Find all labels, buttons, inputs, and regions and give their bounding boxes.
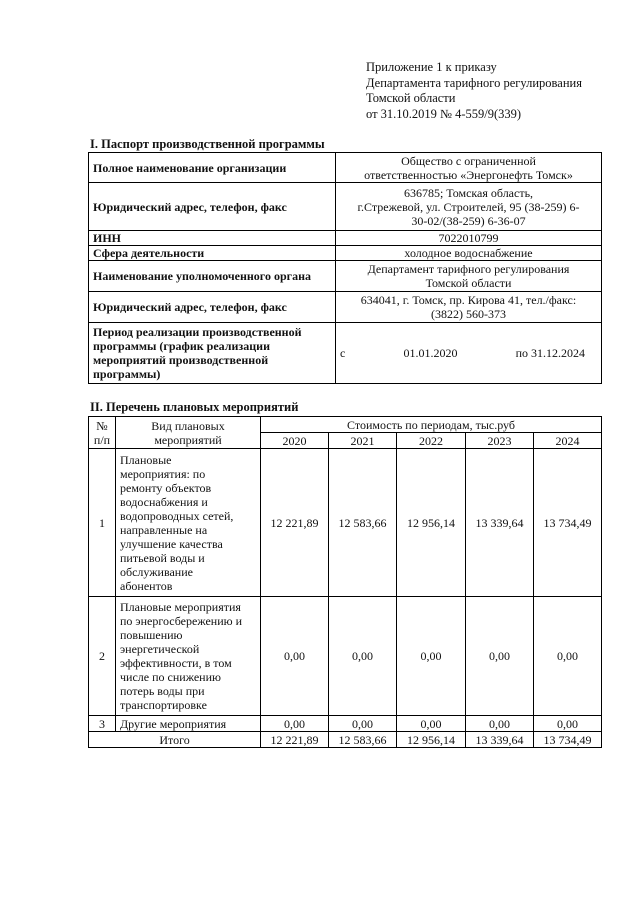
- row-value: 12 221,89: [261, 449, 329, 597]
- plan-title: II. Перечень плановых мероприятий: [90, 400, 299, 414]
- passport-row: [89, 261, 602, 292]
- header-cost: Стоимость по периодам, тыс.руб: [261, 417, 602, 433]
- appendix-line: Томской области: [366, 91, 456, 105]
- passport-row: [89, 153, 602, 183]
- passport-row: [89, 292, 602, 323]
- row-name: Другие мероприятия: [116, 716, 261, 732]
- appendix-header: [366, 60, 582, 122]
- passport-row: [89, 323, 602, 384]
- header-year: 2020: [261, 433, 329, 449]
- row-name: Плановые мероприятия: по ремонту объектов водоснабжения и водопроводных сетей, направленные на улучшение качества питьевой воды и обслуживание абонентов: [116, 449, 261, 597]
- plan-table: [88, 416, 602, 748]
- row-value: 0,00: [466, 716, 534, 732]
- row-value: 0,00: [329, 597, 397, 716]
- passport-label: ИНН: [89, 231, 336, 246]
- row-value: 0,00: [397, 716, 466, 732]
- passport-value: Департамент тарифного регулирования Томской области: [336, 261, 602, 292]
- passport-value: 634041, г. Томск, пр. Кирова 41, тел./факс: (3822) 560-373: [336, 292, 602, 323]
- appendix-line: Приложение 1 к приказу: [366, 60, 497, 74]
- header-year: 2022: [397, 433, 466, 449]
- row-value: 0,00: [534, 716, 602, 732]
- header-num: № п/п: [89, 417, 116, 449]
- passport-label: Юридический адрес, телефон, факс: [89, 183, 336, 231]
- appendix-line: от 31.10.2019 № 4-559/9(339): [366, 106, 522, 121]
- passport-label: Наименование уполномоченного органа: [89, 261, 336, 292]
- row-value: 0,00: [466, 597, 534, 716]
- row-value: 0,00: [261, 597, 329, 716]
- period-start: 01.01.2020: [403, 346, 458, 360]
- passport-label: Сфера деятельности: [89, 246, 336, 261]
- passport-row: [89, 246, 602, 261]
- passport-label: Полное наименование организации: [89, 153, 336, 183]
- passport-value: 636785; Томская область, г.Стрежевой, ул. Строителей, 95 (38-259) 6- 30-02/(38-259) 6-36-07: [336, 183, 602, 231]
- row-value: 0,00: [329, 716, 397, 732]
- total-value: 12 956,14: [397, 732, 466, 748]
- passport-row: [89, 183, 602, 231]
- header-kind: Вид плановых мероприятий: [116, 417, 261, 449]
- total-value: 13 734,49: [534, 732, 602, 748]
- row-value: 0,00: [261, 716, 329, 732]
- row-name: Плановые мероприятия по энергосбережению и повышению энергетической эффективности, в том числе по снижению потерь воды при транспортировке: [116, 597, 261, 716]
- plan-header-row: [89, 417, 602, 433]
- row-value: 0,00: [534, 597, 602, 716]
- row-value: 0,00: [397, 597, 466, 716]
- passport-label: Юридический адрес, телефон, факс: [89, 292, 336, 323]
- period-prefix: с: [340, 346, 346, 360]
- header-year: 2023: [466, 433, 534, 449]
- row-value: 13 339,64: [466, 449, 534, 597]
- header-year: 2024: [534, 433, 602, 449]
- plan-row: [89, 597, 602, 716]
- period-end: по 31.12.2024: [515, 346, 585, 360]
- appendix-line: Департамента тарифного регулирования: [366, 75, 582, 90]
- row-num: 3: [89, 716, 116, 732]
- plan-row: [89, 716, 602, 732]
- total-label: Итого: [89, 732, 261, 748]
- period-cell: [336, 323, 602, 384]
- passport-row: [89, 231, 602, 246]
- passport-value: Общество с ограниченной ответственностью «Энергонефть Томск»: [336, 153, 602, 183]
- total-value: 12 583,66: [329, 732, 397, 748]
- row-value: 12 583,66: [329, 449, 397, 597]
- passport-value: 7022010799: [336, 231, 602, 246]
- passport-value: холодное водоснабжение: [336, 246, 602, 261]
- row-num: 2: [89, 597, 116, 716]
- passport-label: Период реализации производственной программы (график реализации мероприятий производственной программы): [89, 323, 336, 384]
- plan-row: [89, 449, 602, 597]
- passport-title: I. Паспорт производственной программы: [90, 137, 325, 151]
- row-value: 12 956,14: [397, 449, 466, 597]
- row-num: 1: [89, 449, 116, 597]
- header-year: 2021: [329, 433, 397, 449]
- total-value: 13 339,64: [466, 732, 534, 748]
- passport-table: [88, 152, 602, 384]
- plan-total-row: [89, 732, 602, 748]
- row-value: 13 734,49: [534, 449, 602, 597]
- total-value: 12 221,89: [261, 732, 329, 748]
